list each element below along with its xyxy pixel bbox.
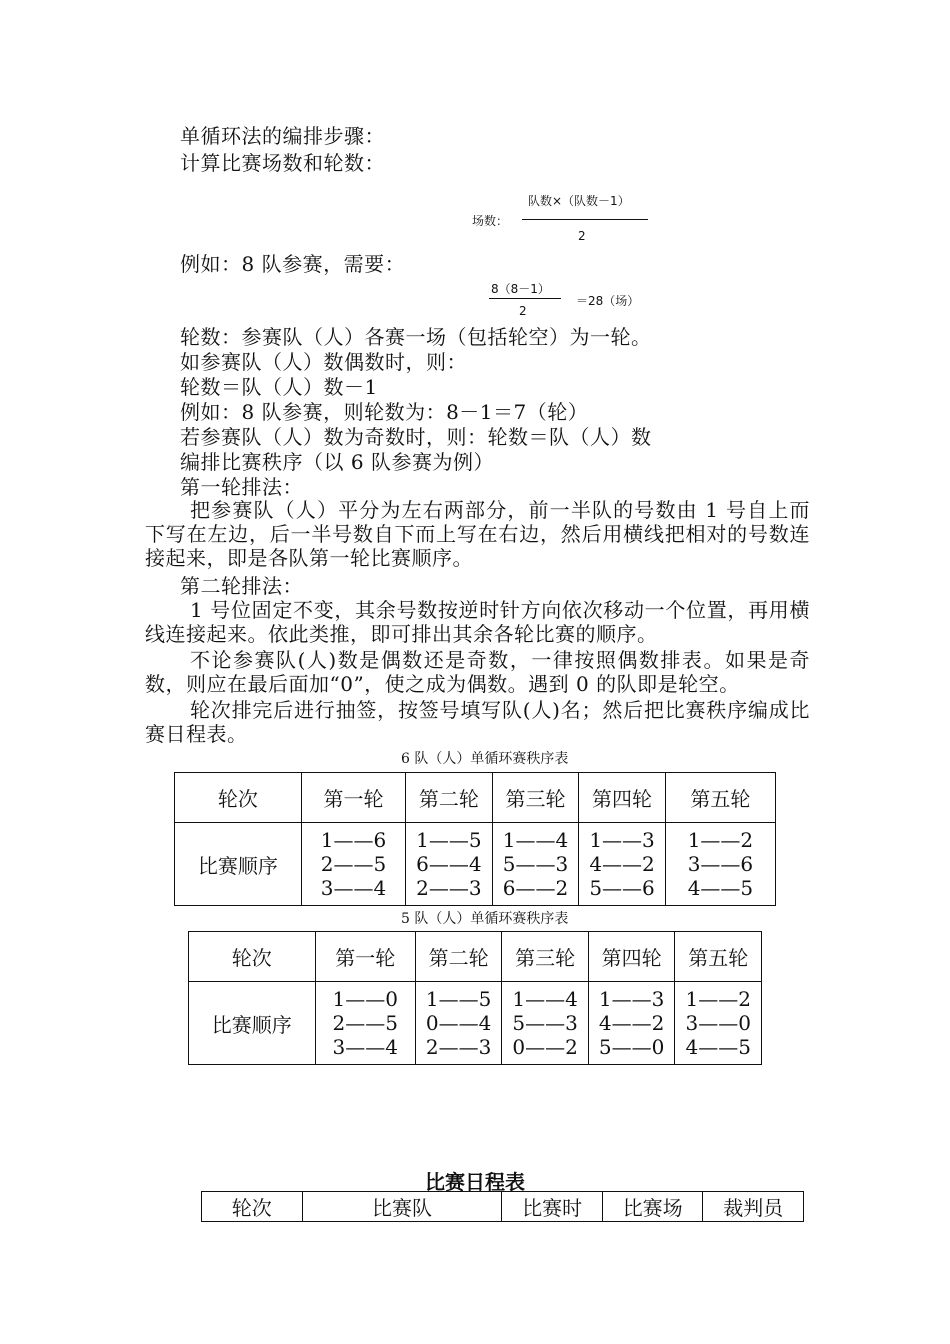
round-label: 第四轮 bbox=[588, 932, 675, 982]
pair: 1——2 bbox=[687, 828, 754, 852]
schedule-header: 裁判员 bbox=[703, 1192, 804, 1222]
rounds-definition: 轮数：参赛队（人）各赛一场（包括轮空）为一轮。 bbox=[180, 325, 652, 349]
pair: 1——6 bbox=[320, 828, 387, 852]
order-heading: 编排比赛秩序（以 6 队参赛为例） bbox=[180, 450, 494, 474]
pair: 1——5 bbox=[416, 828, 482, 852]
pair: 1——3 bbox=[598, 987, 665, 1011]
pairs-cell bbox=[675, 982, 762, 1065]
pairs-cell bbox=[415, 982, 502, 1065]
round-label: 第三轮 bbox=[492, 773, 579, 823]
formula-denominator: 2 bbox=[578, 229, 586, 243]
pair: 2——5 bbox=[332, 1011, 398, 1035]
fraction-bar bbox=[489, 298, 561, 299]
formula2-denominator: 2 bbox=[519, 304, 527, 318]
round-label: 第四轮 bbox=[579, 773, 666, 823]
pair: 5——3 bbox=[512, 1011, 578, 1035]
schedule-header: 比赛队 bbox=[302, 1192, 502, 1222]
pairs-cell bbox=[502, 982, 589, 1065]
round2-text: 1 号位固定不变，其余号数按逆时针方向依次移动一个位置，再用横线连接起来。依此类推，即可排出其余各轮比赛的顺序。 bbox=[145, 598, 810, 646]
pair: 1——4 bbox=[512, 987, 578, 1011]
pairs-cell bbox=[588, 982, 675, 1065]
round1-text: 把参赛队（人）平分为左右两部分，前一半队的号数由 1 号自上而下写在左边，后一半号数自下而上写在右边，然后用横线把相对的号数连接起来，即是各队第一轮比赛顺序。 bbox=[145, 498, 810, 570]
pair: 5——0 bbox=[598, 1035, 665, 1059]
pair: 4——5 bbox=[685, 1035, 751, 1059]
formula2-result: ＝28（场） bbox=[576, 294, 640, 308]
round1-heading: 第一轮排法： bbox=[180, 475, 303, 499]
pair: 4——2 bbox=[589, 852, 655, 876]
pair: 4——2 bbox=[598, 1011, 665, 1035]
pair: 1——5 bbox=[425, 987, 492, 1011]
pair: 3——0 bbox=[685, 1011, 751, 1035]
round-label: 第五轮 bbox=[665, 773, 775, 823]
steps-heading: 单循环法的编排步骤： bbox=[180, 124, 385, 148]
pair: 5——6 bbox=[589, 876, 655, 900]
pair: 3——4 bbox=[332, 1035, 398, 1059]
formula2-numerator: 8（8－1） bbox=[491, 282, 550, 296]
pairs-cell bbox=[406, 823, 493, 906]
pair: 3——6 bbox=[687, 852, 754, 876]
pair: 1——4 bbox=[502, 828, 569, 852]
pairs-cell bbox=[579, 823, 666, 906]
pair: 6——4 bbox=[416, 852, 482, 876]
schedule-header: 轮次 bbox=[202, 1192, 303, 1222]
round-label: 第一轮 bbox=[315, 932, 415, 982]
pair: 1——2 bbox=[685, 987, 751, 1011]
formula-numerator: 队数×（队数－1） bbox=[528, 194, 630, 208]
round-label: 第三轮 bbox=[502, 932, 589, 982]
example-8-teams: 例如：8 队参赛，需要： bbox=[180, 252, 406, 276]
table6 bbox=[174, 772, 776, 906]
pair: 0——2 bbox=[512, 1035, 578, 1059]
pair: 2——3 bbox=[416, 876, 482, 900]
pair: 2——3 bbox=[425, 1035, 492, 1059]
schedule-table bbox=[201, 1191, 804, 1222]
even-formula: 轮数＝队（人）数－1 bbox=[180, 375, 378, 399]
round-label: 第一轮 bbox=[301, 773, 405, 823]
pair: 5——3 bbox=[502, 852, 569, 876]
pair: 3——4 bbox=[320, 876, 387, 900]
pairs-cell bbox=[665, 823, 775, 906]
pair: 0——4 bbox=[425, 1011, 492, 1035]
header-rounds: 轮次 bbox=[175, 773, 302, 823]
pair: 1——0 bbox=[332, 987, 398, 1011]
round-label: 第二轮 bbox=[415, 932, 502, 982]
schedule-header: 比赛时 bbox=[502, 1192, 603, 1222]
schedule-header: 比赛场 bbox=[602, 1192, 703, 1222]
table5 bbox=[188, 931, 762, 1065]
round-label: 第二轮 bbox=[406, 773, 493, 823]
header-order: 比赛顺序 bbox=[189, 982, 316, 1065]
formula-label: 场数： bbox=[472, 214, 509, 228]
pair: 1——3 bbox=[589, 828, 655, 852]
pair: 4——5 bbox=[687, 876, 754, 900]
calc-heading: 计算比赛场数和轮数： bbox=[180, 151, 385, 175]
round2-heading: 第二轮排法： bbox=[180, 574, 303, 598]
draw-text: 轮次排完后进行抽签，按签号填写队(人)名；然后把比赛秩序编成比赛日程表。 bbox=[145, 698, 810, 746]
odd-rule-text: 不论参赛队(人)数是偶数还是奇数，一律按照偶数排表。如果是奇数，则应在最后面加“0”，使之成为偶数。遇到 0 的队即是轮空。 bbox=[145, 648, 810, 696]
round-label: 第五轮 bbox=[675, 932, 762, 982]
pair: 2——5 bbox=[320, 852, 387, 876]
table6-caption: 6 队（人）单循环赛秩序表 bbox=[401, 751, 569, 767]
pairs-cell bbox=[301, 823, 405, 906]
fraction-bar bbox=[522, 219, 648, 220]
odd-case: 若参赛队（人）数为奇数时，则：轮数＝队（人）数 bbox=[180, 425, 652, 449]
pairs-cell bbox=[492, 823, 579, 906]
header-order: 比赛顺序 bbox=[175, 823, 302, 906]
even-case: 如参赛队（人）数偶数时，则： bbox=[180, 350, 467, 374]
pair: 6——2 bbox=[502, 876, 569, 900]
even-example: 例如：8 队参赛，则轮数为：8－1＝7（轮） bbox=[180, 400, 589, 424]
pairs-cell bbox=[315, 982, 415, 1065]
schedule-title: 比赛日程表 bbox=[425, 1170, 525, 1194]
header-rounds: 轮次 bbox=[189, 932, 316, 982]
table5-caption: 5 队（人）单循环赛秩序表 bbox=[401, 911, 569, 927]
